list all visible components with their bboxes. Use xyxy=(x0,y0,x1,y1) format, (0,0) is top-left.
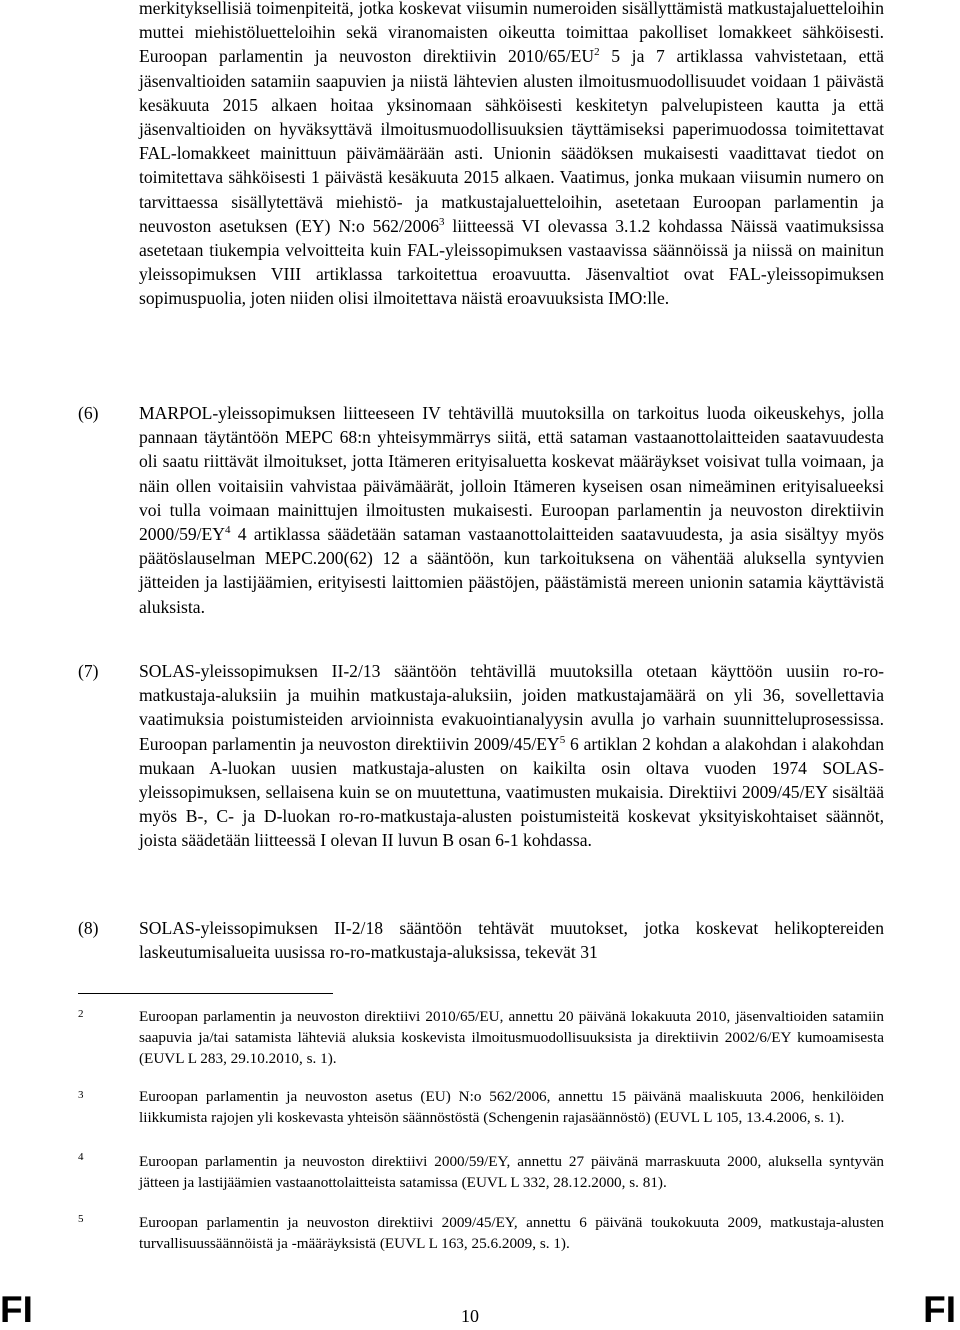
footnote-reference-2[interactable]: 2 xyxy=(594,46,600,59)
footer-language-code-left: FI xyxy=(0,1289,33,1330)
paragraph-segment: liitteessä VI olevassa 3.1.2 kohdassa Näissä vaatimuksissa asetetaan tiukempia velvoitteita kuin FAL-yleissopimuksen vastaavissa säännöissä ja niissä on mainitun yleissopimuksen VIII artiklassa tarkoitettua eroavuutta. Jäsenvaltiot ovat FAL-yleissopimuksen sopimuspuolia, joten niiden olisi ilmoitettava näistä eroavuuksista IMO:lle. xyxy=(139,215,884,309)
footer-language-code-right: FI xyxy=(923,1289,956,1330)
paragraph-segment: SOLAS-yleissopimuksen II-2/13 sääntöön tehtävillä muutoksilla otetaan käyttöön uusiin ro-ro-matkustaja-aluksiin ja muihin matkustaja-aluksiin, joiden matkustajamäärä on yli 36, sovellettavia vaatimuksia poistumisteiden arvioinnista evakuointianalyysin avulla jo varhain suunnitteluprosessissa. Euroopan parlamentin ja neuvoston direktiivin 2009/45/EY xyxy=(139,661,884,754)
footnote-2: Euroopan parlamentin ja neuvoston direktiivi 2010/65/EU, annettu 20 päivänä lokakuuta 2010, jäsenvaltioiden satamiin saapuvia ja/tai satamista lähteviä aluksia koskevista ilmoitusmuodollisuuksista ja direktiivin 2002/6/EY kumoamisesta (EUVL L 283, 29.10.2010, s. 1). xyxy=(139,1008,884,1068)
page-number: 10 xyxy=(461,1306,479,1326)
footnote-mark-4: 4 xyxy=(78,1151,84,1163)
paragraph-segment: merkityksellisiä toimenpiteitä, jotka koskevat viisumin numeroiden sisällyttämistä matkustajaluetteloihin muttei miehistöluetteloihin sekä viranomaisten oikeutta toimittaa pakolliset lomakkeet sähköisesti. Euroopan parlamentin ja neuvoston direktiivin 2010/65/EU xyxy=(139,0,884,67)
footnote-3: Euroopan parlamentin ja neuvoston asetus (EU) N:o 562/2006, annettu 15 päivänä maaliskuuta 2006, henkilöiden liikkumista rajojen yli koskevasta yhteisön säännöstöstä (Schengenin rajasäännöstö) (EUVL L 105, 13.4.2006, s. 1). xyxy=(139,1088,884,1127)
paragraph-segment: MARPOL-yleissopimuksen liitteeseen IV tehtävillä muutoksilla on tarkoitus luoda oikeuskehys, jolla pannaan täytäntöön MEPC 68:n yhteisymmärrys siitä, että sataman vastaanottolaitteiden saatavuudesta oli saatu riittävät ilmoitukset, jotta Itämeren erityisaluetta koskevat määräykset voisivat tulla voimaan, ja näin ollen voitaisiin vahvistaa päivämäärät, jolloin Itämeren kyseisen osan nimeäminen erityisalueeksi voi tulla voimaan mainittujen ilmoitusten mukaisesti. Euroopan parlamentin ja neuvoston direktiivin 2000/59/EY xyxy=(139,403,884,545)
paragraph-segment: 5 ja 7 artiklassa vahvistetaan, että jäsenvaltioiden satamiin saapuvien ja niistä lähtevien alusten ilmoitusmuodollisuudet voidaan 1 päivästä kesäkuuta 2015 alkaen hoitaa yksinomaan sähköisesti keskitetyn palvelupisteen kautta ja että jäsenvaltioiden on hyväksyttävä ilmoitusmuodollisuuksien täyttämiseksi paperimuodossa toimitettavat FAL-lomakkeet mainittuun päivämäärään asti. Unionin säädöksen mukaisesti vaadittavat tiedot on toimitettava sähköisesti 1 päivästä kesäkuuta 2015 alkaen. Vaatimus, jonka mukaan viisumin numero on tarvittaessa sisällytettävä miehistö- ja matkustajaluetteloihin, asetetaan Euroopan parlamentin ja neuvoston asetuksen (EY) N:o 562/2006 xyxy=(139,46,884,236)
paragraph-number-6: (6) xyxy=(78,403,99,423)
paragraph-8 xyxy=(139,916,884,964)
footnote-separator xyxy=(78,993,333,994)
footnote-mark-5: 5 xyxy=(78,1213,84,1225)
paragraph-5-continuation xyxy=(139,0,884,311)
paragraph-segment: 4 artiklassa säädetään sataman vastaanottolaitteiden saatavuudesta, ja asia sisältyy myös päätöslauselman MEPC.200(62) 12 a sääntöön, kun tarkoituksena on vähentää aluksella syntyvien jätteiden ja lastijäämien, erityisesti laittomien päästöjen, päästämistä mereen unionin satamia käyttävistä aluksista. xyxy=(139,524,884,617)
footnote-reference-5[interactable]: 5 xyxy=(559,733,566,746)
paragraph-segment: 6 artiklan 2 kohdan a alakohdan i alakohdan mukaan A-luokan uusien matkustaja-alusten on kaikilta osin oltava vuoden 1974 SOLAS-yleissopimuksen, sellaisena kuin se on muutettuna, vaatimusten mukaisia. Direktiivi 2009/45/EY sisältää myös B-, C- ja D-luokan ro-ro-matkustaja-alusten poistumisteitä koskevat yksityiskohtaiset säännöt, joista säädetään liitteessä I olevan II luvun B osan 6-1 kohdassa. xyxy=(139,733,885,851)
paragraph-number-8: (8) xyxy=(78,918,99,938)
paragraph-7 xyxy=(139,659,884,853)
paragraph-number-7: (7) xyxy=(78,661,99,681)
paragraph-segment: SOLAS-yleissopimuksen II-2/18 sääntöön tehtävät muutokset, jotka koskevat helikoptereiden laskeutumisalueita uusissa ro-ro-matkustaja-aluksissa, tekevät 31 xyxy=(139,918,884,963)
footnote-mark-3: 3 xyxy=(78,1089,84,1101)
footnote-5: Euroopan parlamentin ja neuvoston direktiivi 2009/45/EY, annettu 6 päivänä toukokuuta 2009, matkustaja-alusten turvallisuussäännöistä ja -määräyksistä (EUVL L 163, 25.6.2009, s. 1). xyxy=(139,1214,884,1253)
footnote-4: Euroopan parlamentin ja neuvoston direktiivi 2000/59/EY, annettu 27 päivänä marraskuuta 2000, aluksella syntyvän jätteen ja lastijäämien vastaanottolaitteista satamissa (EUVL L 332, 28.12.2000, s. 81). xyxy=(139,1153,884,1192)
footnote-reference-4[interactable]: 4 xyxy=(225,524,231,537)
footnote-mark-2: 2 xyxy=(78,1008,84,1020)
footnote-reference-3[interactable]: 3 xyxy=(439,215,445,228)
paragraph-6 xyxy=(139,401,884,619)
